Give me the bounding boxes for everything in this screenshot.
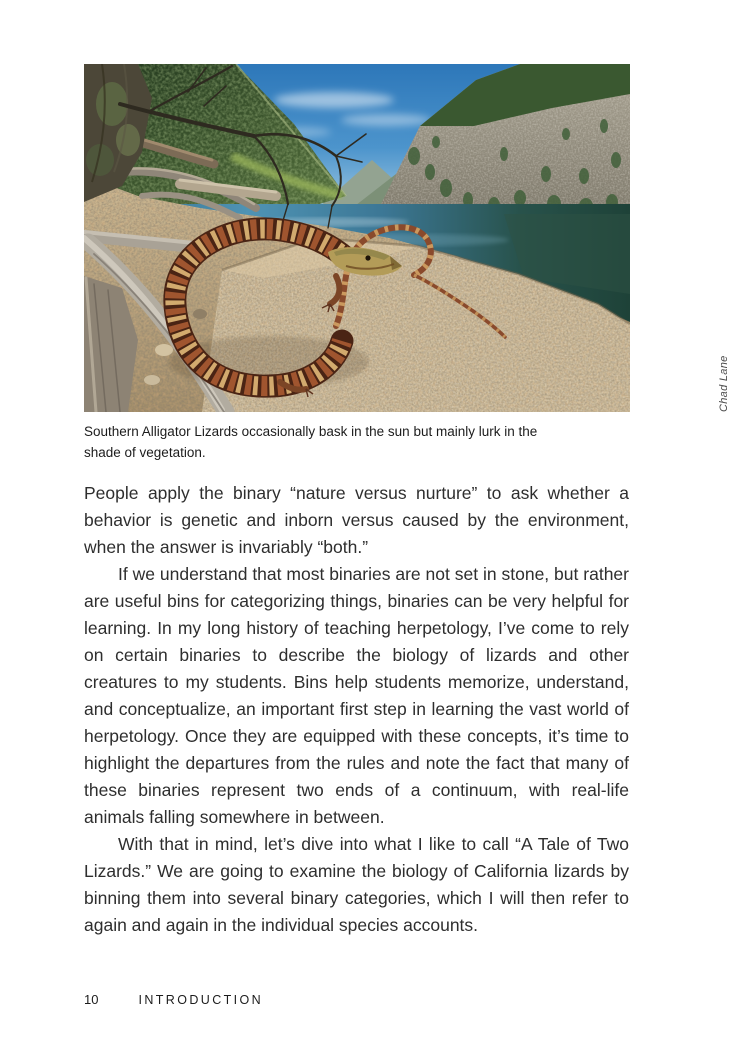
- section-title: INTRODUCTION: [138, 993, 264, 1007]
- photo-caption: Southern Alligator Lizards occasionally bask in the sun but mainly lurk in the shade of vegetation.: [84, 424, 538, 460]
- page-footer: [84, 992, 629, 1007]
- photo-figure: [84, 64, 730, 463]
- paragraph-1: People apply the binary “nature versus nurture” to ask whether a behavior is genetic and inborn versus caused by the environment, when the answer is invariably “both.”: [84, 483, 629, 557]
- paragraph-2: If we understand that most binaries are not set in stone, but rather are useful bins for categorizing things, binaries can be very helpful for learning. In my long history of teaching herpetology, I’ve come to rely on certain binaries to describe the biology of lizards and other creatures to my students. Bins help students memorize, understand, and conceptualize, an important first step in learning the vast world of herpetology. Once they are equipped with these concepts, it’s time to highlight the departures from the rules and note the fact that many of these binaries represent two ends of a continuum, with real-life animals falling somewhere in between.: [84, 564, 629, 827]
- lizard-photo: [84, 64, 630, 412]
- page-number: 10: [84, 992, 99, 1007]
- photo-credit: Chad Lane: [718, 355, 730, 412]
- body-text: [84, 480, 629, 939]
- paragraph-3: With that in mind, let’s dive into what I like to call “A Tale of Two Lizards.” We are going to examine the biology of California lizards by binning them into several binary categories, which I will then refer to again and again in the individual species accounts.: [84, 834, 629, 935]
- lizard-photo-illustration: [84, 64, 630, 412]
